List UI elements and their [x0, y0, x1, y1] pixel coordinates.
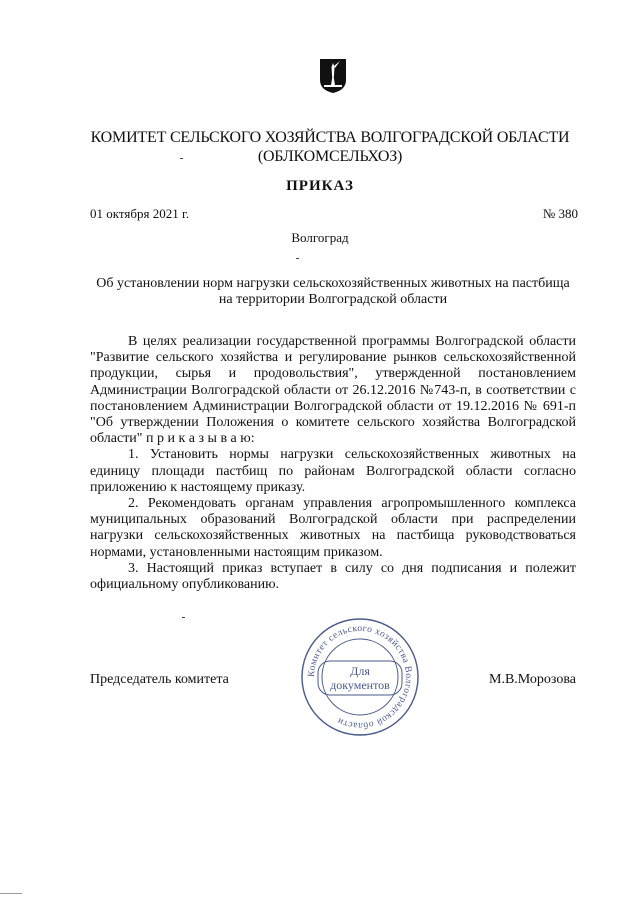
order-item-2: 2. Рекомендовать органам управления агропромышленного комплекса муниципальных образований Волгоградской области при распределении нагрузки сельскохозяйственных животных на пастбища руководствоваться нормами, установленными настоящим приказом.	[90, 496, 576, 560]
order-body	[90, 334, 576, 593]
order-number: № 380	[542, 206, 578, 221]
preamble-paragraph: В целях реализации государственной программы Волгоградской области "Развитие сельского хозяйства и регулирование рынков сельскохозяйственной продукции, сырья и продовольствия", утвержденной постановлением Администрации Волгоградской области от 26.12.2016 №743-п, в соответствии с постановлением Администрации Волгоградской области от 19.12.2016 № 691-п "Об утверждении Положения о комитете сельского хозяйства Волгоградской области" п р и к а з ы в а ю:	[90, 334, 576, 447]
signatory-name: М.В.Морозова	[489, 672, 576, 687]
volgograd-emblem-icon	[318, 58, 348, 94]
official-stamp	[298, 615, 422, 739]
scan-mark	[182, 617, 185, 618]
signatory-title: Председатель комитета	[90, 672, 229, 687]
stamp-ring-text: Комитет сельского хозяйства Волгоградской области	[306, 623, 414, 731]
organization-abbreviation: (ОБЛКОМСЕЛЬХОЗ)	[257, 148, 403, 165]
order-item-1: 1. Установить нормы нагрузки сельскохозяйственных животных на единицу площади пастбищ по районам Волгоградской области согласно приложению к настоящему приказу.	[90, 447, 576, 495]
order-city: Волгоград	[291, 230, 349, 245]
order-item-3: 3. Настоящий приказ вступает в силу со дня подписания и полежит официальному опубликованию.	[90, 560, 576, 593]
scan-mark	[296, 258, 299, 259]
document-type-title: ПРИКАЗ	[286, 178, 354, 194]
order-subject: Об установлении норм нагрузки сельскохозяйственных животных на пастбища на территории Волгоградской области	[96, 276, 570, 307]
stamp-center-line1: Для	[350, 664, 370, 678]
organization-name: КОМИТЕТ СЕЛЬСКОГО ХОЗЯЙСТВА ВОЛГОГРАДСКОЙ ОБЛАСТИ	[90, 129, 570, 146]
scan-mark	[180, 158, 183, 159]
scan-edge-mark	[0, 893, 22, 894]
order-date: 01 октября 2021 г.	[90, 206, 190, 221]
stamp-center-line2: документов	[330, 678, 390, 692]
